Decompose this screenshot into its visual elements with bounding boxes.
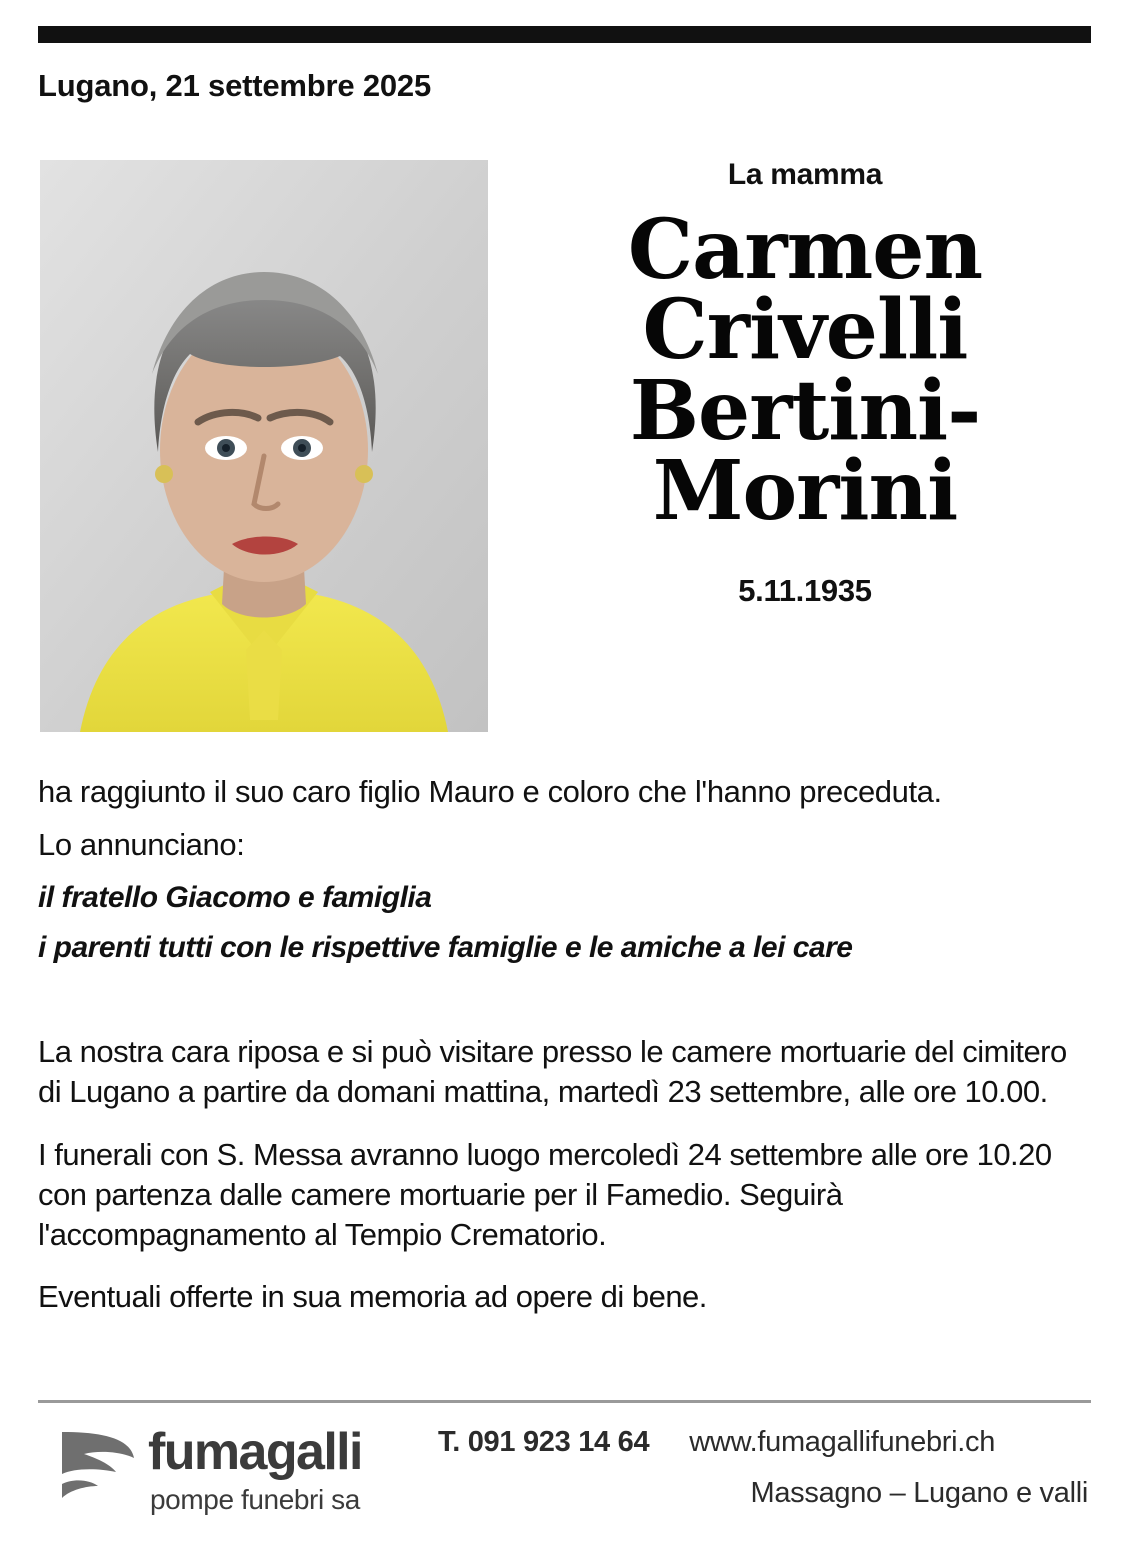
service-paragraph-1: La nostra cara riposa e si può visitare presso le camere mortuarie del cimitero di Lugano a partire da domani mattina, martedì 23 settembre, alle ore 10.00. <box>38 1034 1067 1110</box>
lead-text: ha raggiunto il suo caro figlio Mauro e coloro che l'hanno preceduta. <box>38 774 942 809</box>
deceased-name: Carmen Crivelli Bertini-Morini <box>627 202 983 540</box>
website-link[interactable]: www.fumagallifunebri.ch <box>689 1426 996 1458</box>
place-date-line: Lugano, 21 settembre 2025 <box>38 68 431 103</box>
announcer-1: il fratello Giacomo e famiglia <box>38 880 432 914</box>
top-divider <box>38 26 1091 43</box>
announce-label: Lo annunciano: <box>38 826 245 862</box>
fumagalli-leaf-icon <box>56 1428 138 1506</box>
birth-date: 5.11.1935 <box>738 573 872 609</box>
footer-divider <box>38 1400 1091 1403</box>
funeral-home-logo <box>56 1422 446 1526</box>
service-paragraph-3: Eventuali offerte in sua memoria ad opere di bene. <box>38 1279 707 1315</box>
logo-wordmark: fumagalli <box>148 1423 362 1481</box>
phone-number[interactable]: T. 091 923 14 64 <box>438 1426 650 1458</box>
relation-label: La mamma <box>727 158 883 191</box>
service-info-block <box>38 1032 1093 1340</box>
portrait-illustration <box>40 160 488 732</box>
logo-subtitle: pompe funebri sa <box>150 1484 360 1515</box>
portrait-photo <box>40 160 488 732</box>
announcer-2: i parenti tutti con le rispettive famiglie e le amiche a lei care <box>38 931 853 965</box>
service-area: Massagno – Lugano e valli <box>750 1477 1088 1509</box>
announcement-block <box>38 772 1093 979</box>
service-paragraph-2: I funerali con S. Messa avranno luogo mercoledì 24 settembre alle ore 10.20 con partenza dalle camere mortuarie per il Famedio. Seguirà l'accompagnamento al Tempio Crematorio. <box>38 1136 1052 1253</box>
contact-info <box>438 1426 1088 1510</box>
deceased-header <box>520 158 1090 609</box>
footer <box>38 1418 1093 1528</box>
contact-row-primary <box>438 1426 1088 1459</box>
